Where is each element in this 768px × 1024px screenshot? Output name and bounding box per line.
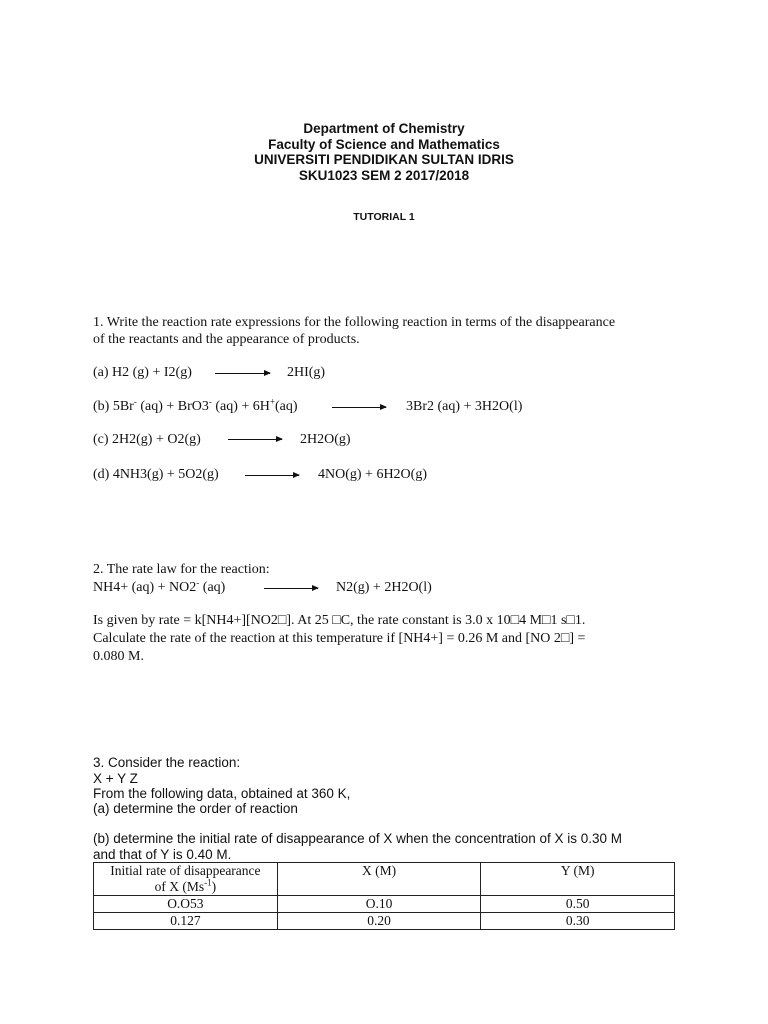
q1-intro-line2: of the reactants and the appearance of products. xyxy=(93,332,360,347)
cell-x: 0.20 xyxy=(277,913,481,930)
q3-line3: From the following data, obtained at 360 K, xyxy=(93,786,351,801)
q2-eq-part1: NH4+ (aq) + NO2 xyxy=(93,580,197,595)
header-initial-rate-sup: -1 xyxy=(204,877,212,888)
header-y: Y (M) xyxy=(481,863,675,896)
q1c-products: 2H2O(g) xyxy=(300,432,351,447)
tutorial-title: TUTORIAL 1 xyxy=(353,211,415,223)
q1-intro-line1: 1. Write the reaction rate expressions for the following reaction in terms of the disappearance xyxy=(93,315,616,330)
q2-text-line1: Is given by rate = k[NH4+][NO2□]. At 25 □C, the rate constant is 3.0 x 10□4 M□1 s□1. xyxy=(93,613,586,628)
q1a-reactants: (a) H2 (g) + I2(g) xyxy=(93,365,192,380)
department-line: Department of Chemistry xyxy=(303,121,465,136)
q1b-products: 3Br2 (aq) + 3H2O(l) xyxy=(406,399,523,414)
q2-eq-sup: - xyxy=(196,577,200,588)
rate-data-table xyxy=(93,862,675,930)
header-x: X (M) xyxy=(277,863,481,896)
q1a-products: 2HI(g) xyxy=(287,365,326,380)
q1b-sup1: - xyxy=(133,396,137,407)
q1b-part3: (aq) + 6H xyxy=(211,399,270,414)
q1b-sup3: + xyxy=(269,396,275,407)
cell-rate: 0.127 xyxy=(94,913,278,930)
q1b-part2: (aq) + BrO3 xyxy=(136,399,209,414)
q2-text-line3: 0.080 M. xyxy=(93,649,144,664)
q3-line6: and that of Y is 0.40 M. xyxy=(93,847,232,862)
header-initial-rate-line1: Initial rate of disappearance xyxy=(110,863,261,878)
university-line: UNIVERSITI PENDIDIKAN SULTAN IDRIS xyxy=(254,152,514,167)
q3-line2: X + Y Z xyxy=(93,771,138,786)
q1d-arrow xyxy=(245,475,299,476)
header-initial-rate-part2: ) xyxy=(211,879,217,894)
q1b-reactants xyxy=(93,398,298,415)
table-row xyxy=(94,896,675,913)
table-row xyxy=(94,913,675,930)
q1c-reactants: (c) 2H2(g) + O2(g) xyxy=(93,432,201,447)
q2-intro: 2. The rate law for the reaction: xyxy=(93,562,270,577)
q3-line1: 3. Consider the reaction: xyxy=(93,755,241,770)
cell-x: O.10 xyxy=(277,896,481,913)
q3-line5: (b) determine the initial rate of disappearance of X when the concentration of X is 0.30 M xyxy=(93,831,623,846)
table-header-row xyxy=(94,863,675,896)
q1b-sup2: - xyxy=(208,396,212,407)
cell-rate: O.O53 xyxy=(94,896,278,913)
q2-eq-part2: (aq) xyxy=(199,580,226,595)
q1b-arrow xyxy=(332,407,386,408)
header-initial-rate xyxy=(94,863,278,896)
q2-arrow xyxy=(264,588,318,589)
header-initial-rate-line2 xyxy=(98,879,273,895)
q3-line4: (a) determine the order of reaction xyxy=(93,801,298,816)
course-line: SKU1023 SEM 2 2017/2018 xyxy=(298,167,470,183)
q1c-arrow xyxy=(228,439,282,440)
cell-y: 0.30 xyxy=(481,913,675,930)
q2-products: N2(g) + 2H2O(l) xyxy=(336,580,432,595)
q2-reactants xyxy=(93,579,225,596)
document-header xyxy=(0,121,768,183)
q1b-part4: (aq) xyxy=(275,399,298,414)
header-initial-rate-part1: of X (Ms xyxy=(154,879,205,894)
q1a-arrow xyxy=(215,373,270,374)
q1d-products: 4NO(g) + 6H2O(g) xyxy=(318,467,427,482)
q1d-reactants: (d) 4NH3(g) + 5O2(g) xyxy=(93,467,219,482)
cell-y: 0.50 xyxy=(481,896,675,913)
faculty-line: Faculty of Science and Mathematics xyxy=(268,136,500,152)
q1b-part1: (b) 5Br xyxy=(93,399,134,414)
q2-text-line2: Calculate the rate of the reaction at this temperature if [NH4+] = 0.26 M and [NO 2□] = xyxy=(93,631,586,646)
